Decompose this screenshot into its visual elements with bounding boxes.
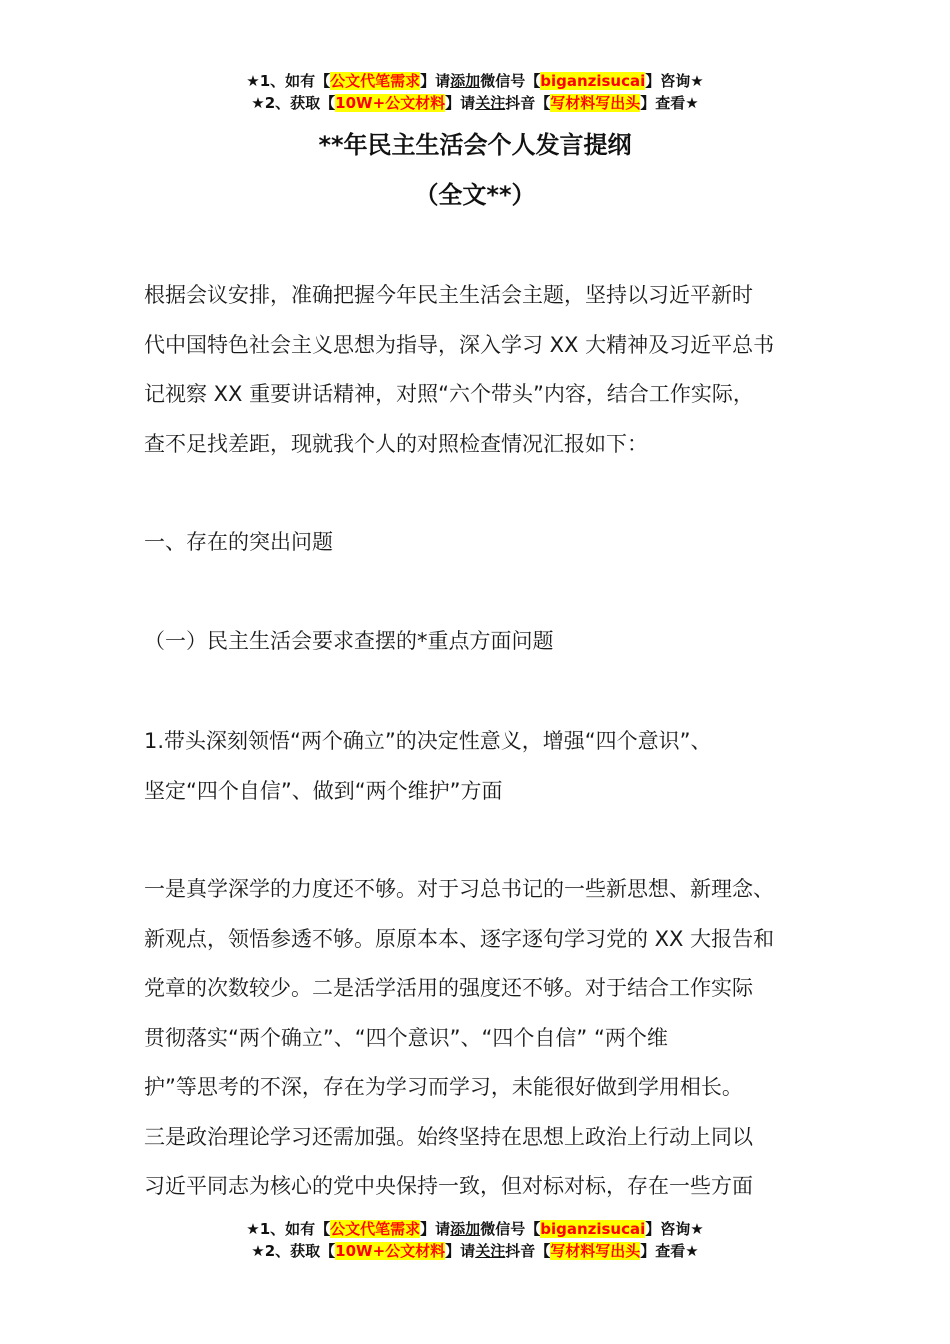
highlight-wechat-id: biganzisucai	[540, 72, 646, 90]
banner-text: 抖音【	[505, 1242, 551, 1260]
text-line: 新观点，领悟参透不够。原原本本、逐字逐句学习党的 XX 大报告和	[144, 926, 775, 951]
banner-text: 】请	[445, 94, 476, 112]
underlined-word: 添加	[450, 1220, 481, 1238]
banner-text: 2、获取【	[264, 94, 336, 112]
text-line: 护”等思考的不深，存在为学习而学习，未能很好做到学用相长。	[144, 1075, 743, 1099]
document-subtitle: （全文**）	[414, 181, 536, 209]
star-icon: ★	[251, 94, 265, 112]
star-icon: ★	[690, 72, 704, 90]
highlight-service: 公文代笔需求	[330, 1220, 421, 1238]
banner-text: 微信号【	[480, 72, 541, 90]
text-line: 三是政治理论学习还需加强。始终坚持在思想上政治上行动上同以	[144, 1124, 753, 1149]
highlight-douyin-account: 写材料写出头	[550, 1242, 641, 1260]
highlight-wechat-id: biganzisucai	[540, 1220, 646, 1238]
banner-text: 】咨询	[645, 72, 691, 90]
star-icon: ★	[246, 72, 260, 90]
document-title: **年民主生活会个人发言提纲	[318, 131, 632, 159]
banner-text: 】请	[420, 1220, 451, 1238]
banner-text: 抖音【	[505, 94, 551, 112]
highlight-materials: 10W+公文材料	[335, 1242, 446, 1260]
banner-line-2	[0, 1240, 950, 1262]
text-line: 记视察 XX 重要讲话精神，对照“六个带头”内容，结合工作实际，	[144, 382, 754, 406]
text-line: 党章的次数较少。二是活学活用的强度还不够。对于结合工作实际	[144, 976, 753, 1000]
banner-text: 微信号【	[480, 1220, 541, 1238]
star-icon: ★	[251, 1242, 265, 1260]
text-line: 坚定“四个自信”、做到“两个维护”方面	[144, 778, 503, 803]
banner-text: 】请	[445, 1242, 476, 1260]
text-line: 代中国特色社会主义思想为指导，深入学习 XX 大精神及习近平总书	[144, 332, 775, 357]
star-icon: ★	[246, 1220, 260, 1238]
star-icon: ★	[685, 1242, 699, 1260]
star-icon: ★	[690, 1220, 704, 1238]
text-line: 根据会议安排，准确把握今年民主生活会主题，坚持以习近平新时	[144, 283, 753, 307]
text-line: 习近平同志为核心的党中央保持一致，但对标对标，存在一些方面	[144, 1174, 753, 1198]
underlined-word: 关注	[475, 94, 506, 112]
banner-text: 】查看	[640, 1242, 686, 1260]
underlined-word: 添加	[450, 72, 481, 90]
banner-text: 】咨询	[645, 1220, 691, 1238]
highlight-service: 公文代笔需求	[330, 72, 421, 90]
star-icon: ★	[685, 94, 699, 112]
intro-paragraph	[144, 271, 824, 469]
bottom-banner	[0, 1218, 950, 1262]
highlight-materials: 10W+公文材料	[335, 94, 446, 112]
banner-text: 1、如有【	[259, 1220, 331, 1238]
subsection-heading	[144, 617, 824, 667]
text-line: （一）民主生活会要求查摆的*重点方面问题	[144, 629, 554, 653]
text-line: 贯彻落实“两个确立”、“四个意识”、“四个自信” “两个维	[144, 1025, 668, 1050]
banner-line-1	[0, 70, 950, 92]
banner-line-1	[0, 1218, 950, 1240]
text-line: 1.带头深刻领悟“两个确立”的决定性意义，增强“四个意识”、	[144, 729, 712, 753]
text-line: 一、存在的突出问题	[144, 530, 333, 554]
banner-text: 2、获取【	[264, 1242, 336, 1260]
item-heading	[144, 717, 824, 816]
section-heading	[144, 518, 824, 568]
main-paragraph	[144, 865, 824, 1212]
banner-text: 】请	[420, 72, 451, 90]
text-line: 一是真学深学的力度还不够。对于习总书记的一些新思想、新理念、	[144, 877, 774, 901]
banner-line-2	[0, 92, 950, 114]
top-banner	[0, 70, 950, 114]
highlight-douyin-account: 写材料写出头	[550, 94, 641, 112]
text-line: 查不足找差距，现就我个人的对照检查情况汇报如下：	[144, 431, 648, 456]
banner-text: 1、如有【	[259, 72, 331, 90]
banner-text: 】查看	[640, 94, 686, 112]
underlined-word: 关注	[475, 1242, 506, 1260]
